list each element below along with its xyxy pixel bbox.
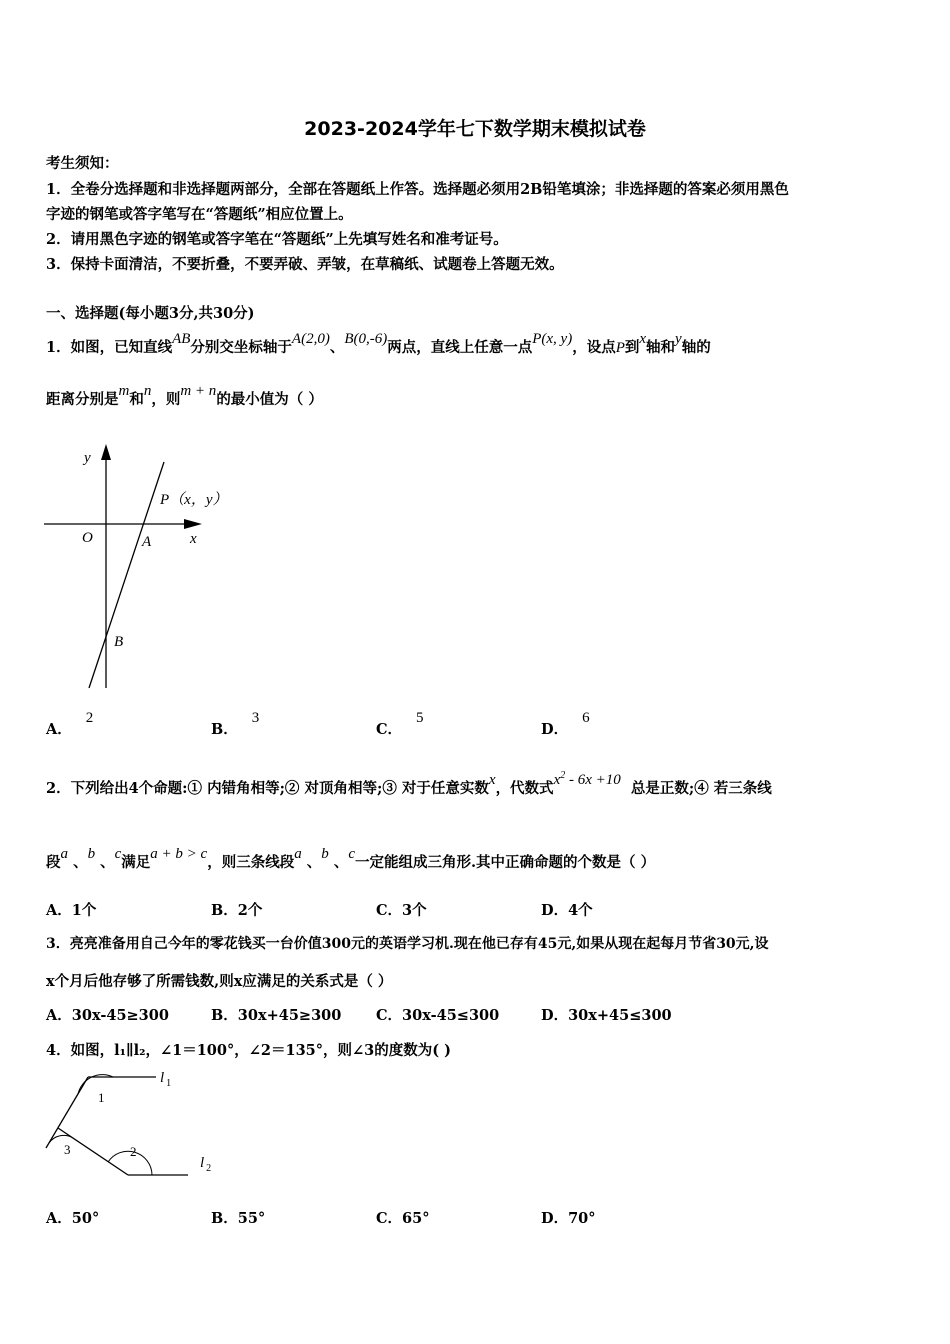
q1-option-a[interactable]	[46, 710, 94, 739]
q2-expr-rest: - 6x +10	[565, 772, 621, 788]
q3-option-b[interactable]	[211, 1004, 341, 1025]
q1-text: 距离分别是	[46, 391, 119, 408]
q2-c: c	[348, 846, 355, 862]
option-value: 50°	[71, 1210, 100, 1227]
q1-point-b: B(0,-6)	[344, 331, 388, 347]
option-value: 2个	[237, 902, 263, 919]
q4-option-b[interactable]	[211, 1207, 265, 1228]
q1-point-p: P(x, y)	[532, 331, 573, 347]
page-title: 2023-2024学年七下数学期末模拟试卷	[304, 118, 646, 140]
option-value: 6	[582, 710, 590, 726]
point-p-label: P（x，y）	[160, 492, 228, 508]
q1-coordinate-figure	[40, 440, 260, 695]
option-label: C．	[376, 1007, 403, 1024]
q2-text: 段	[46, 854, 61, 871]
option-label: B．	[211, 902, 238, 919]
notice-item: 字迹的钢笔或答字笔写在“答题纸”相应位置上。	[46, 206, 353, 223]
q3-option-a[interactable]	[46, 1004, 169, 1025]
option-label: D．	[541, 721, 569, 738]
origin-label: O	[82, 530, 93, 546]
q1-text: 到	[624, 339, 640, 356]
q2-inequality: a + b > c	[150, 846, 208, 862]
q1-text: ，则	[151, 391, 181, 408]
q1-y: y	[675, 331, 682, 347]
option-label: A．	[46, 902, 72, 919]
q2-expr-base: x	[553, 772, 561, 788]
q2-option-d[interactable]	[541, 899, 593, 920]
q2-sep: 、	[333, 854, 349, 871]
point-a-label: A	[142, 534, 152, 550]
q1-text: 分别交坐标轴于	[190, 339, 292, 356]
q2-text: 满足	[121, 854, 151, 871]
notice-item: 1．全卷分选择题和非选择题两部分，全部在答题纸上作答。选择题必须用2B铅笔填涂；非选择题的答案必须用黑色	[46, 181, 789, 198]
q1-text: 1．如图，已知直线	[46, 339, 173, 356]
option-value: 30x+45≥300	[237, 1007, 342, 1024]
q1-text: 轴和	[646, 339, 676, 356]
q1-n: n	[143, 383, 152, 399]
option-value: 65°	[402, 1210, 430, 1227]
option-value: 3	[251, 710, 260, 726]
q2-option-b[interactable]	[211, 899, 262, 920]
q1-text: ，设点	[572, 339, 616, 356]
option-label: C．	[376, 902, 403, 919]
q1-text: 两点，直线上任意一点	[387, 339, 533, 356]
q1-ab: AB	[172, 331, 191, 347]
option-label: B．	[211, 721, 238, 738]
question-4-stem: 4．如图，l₁∥l₂，∠1＝100°，∠2＝135°，则∠3的度数为( )	[46, 1042, 452, 1059]
notice-item: 3．保持卡面清洁，不要折叠，不要弄破、弄皱，在草稿纸、试题卷上答题无效。	[46, 256, 564, 273]
q1-sep: 、	[329, 339, 345, 356]
q2-text: ，代数式	[495, 780, 554, 797]
q2-sep: 、	[306, 854, 322, 871]
option-value: 30x-45≥300	[71, 1007, 169, 1024]
notice-heading: 考生须知：	[46, 155, 119, 172]
q2-option-a[interactable]	[46, 899, 96, 920]
q1-p: P	[615, 340, 625, 356]
q2-c: c	[114, 846, 122, 862]
option-label: C．	[376, 721, 403, 738]
y-axis-arrow	[101, 444, 111, 460]
angle-2-label: 2	[130, 1144, 137, 1159]
q1-point-a: A(2,0)	[291, 331, 330, 347]
q2-x: x	[488, 772, 496, 788]
option-value: 2	[85, 710, 94, 726]
option-value: 4个	[568, 902, 593, 919]
option-label: D．	[541, 1210, 569, 1227]
q1-text: 轴的	[681, 339, 711, 356]
l1-label: l $_1$	[160, 1070, 172, 1089]
question-2-line-2	[46, 846, 656, 872]
option-label: C．	[376, 1210, 403, 1227]
option-value: 3个	[402, 902, 427, 919]
option-value: 55°	[237, 1210, 266, 1227]
option-value: 30x+45≤300	[568, 1007, 672, 1024]
q4-option-c[interactable]	[376, 1207, 429, 1228]
option-label: B．	[211, 1210, 238, 1227]
section-heading: 一、选择题(每小题3分,共30分)	[46, 305, 255, 322]
q2-expr-sup: 2	[560, 770, 566, 781]
point-b-label: B	[114, 634, 124, 650]
q2-b: b	[321, 846, 329, 862]
option-label: A．	[46, 721, 72, 738]
q1-option-d[interactable]	[541, 710, 590, 739]
option-value: 70°	[568, 1210, 596, 1227]
x-axis-arrow	[184, 519, 202, 529]
question-2-line-1	[46, 770, 772, 798]
option-label: B．	[211, 1007, 238, 1024]
q4-option-a[interactable]	[46, 1207, 99, 1228]
option-value: 5	[416, 710, 424, 726]
option-label: A．	[46, 1007, 72, 1024]
q2-expression	[554, 772, 621, 788]
y-axis-label: y	[84, 450, 91, 466]
option-value: 30x-45≤300	[402, 1007, 500, 1024]
line-ab	[89, 462, 164, 688]
option-label: D．	[541, 902, 569, 919]
q2-sep: 、	[73, 854, 88, 871]
q3-option-c[interactable]	[376, 1004, 499, 1025]
q1-x: x	[639, 331, 647, 347]
q2-b: b	[87, 846, 96, 862]
q2-sep: 、	[100, 854, 115, 871]
q1-text: 和	[129, 391, 144, 408]
q1-text: 的最小值为（ ）	[216, 391, 323, 408]
question-3-line-2: x个月后他存够了所需钱数,则x应满足的关系式是（ ）	[46, 973, 393, 990]
x-axis-label: x	[190, 531, 197, 547]
q2-text: 总是正数;④ 若三条线	[630, 780, 772, 797]
notice-item: 2．请用黑色字迹的钢笔或答字笔在“答题纸”上先填写姓名和准考证号。	[46, 231, 508, 248]
angle-3-label: 3	[64, 1142, 71, 1157]
q1-m: m	[118, 383, 130, 399]
angle-1-label: 1	[98, 1090, 105, 1105]
q2-text: ，则三条线段	[207, 854, 295, 871]
q1-option-b[interactable]	[211, 710, 260, 739]
option-label: D．	[541, 1007, 569, 1024]
q2-text: 一定能组成三角形.其中正确命题的个数是（ ）	[355, 854, 656, 871]
q2-option-c[interactable]	[376, 899, 427, 920]
l2-label: l $_2$	[200, 1155, 212, 1174]
question-3-line-1: 3．亮亮准备用自己今年的零花钱买一台价值300元的英语学习机.现在他已存有45元,如果从现在起每月节省30元,设	[46, 936, 769, 952]
q2-text: 2．下列给出4个命题:① 内错角相等;② 对顶角相等;③ 对于任意实数	[46, 780, 489, 797]
q2-a: a	[294, 846, 302, 862]
question-1-line-1	[46, 331, 711, 357]
option-value: 1个	[71, 902, 97, 919]
q1-option-c[interactable]	[376, 710, 424, 739]
option-label: A．	[46, 1210, 72, 1227]
q1-m-plus-n: m + n	[180, 383, 217, 399]
q4-option-d[interactable]	[541, 1207, 596, 1228]
q3-option-d[interactable]	[541, 1004, 672, 1025]
transversal-1	[46, 1077, 88, 1148]
q2-a: a	[60, 846, 68, 862]
question-1-line-2	[46, 383, 323, 409]
q4-parallel-lines-figure	[40, 1066, 240, 1186]
